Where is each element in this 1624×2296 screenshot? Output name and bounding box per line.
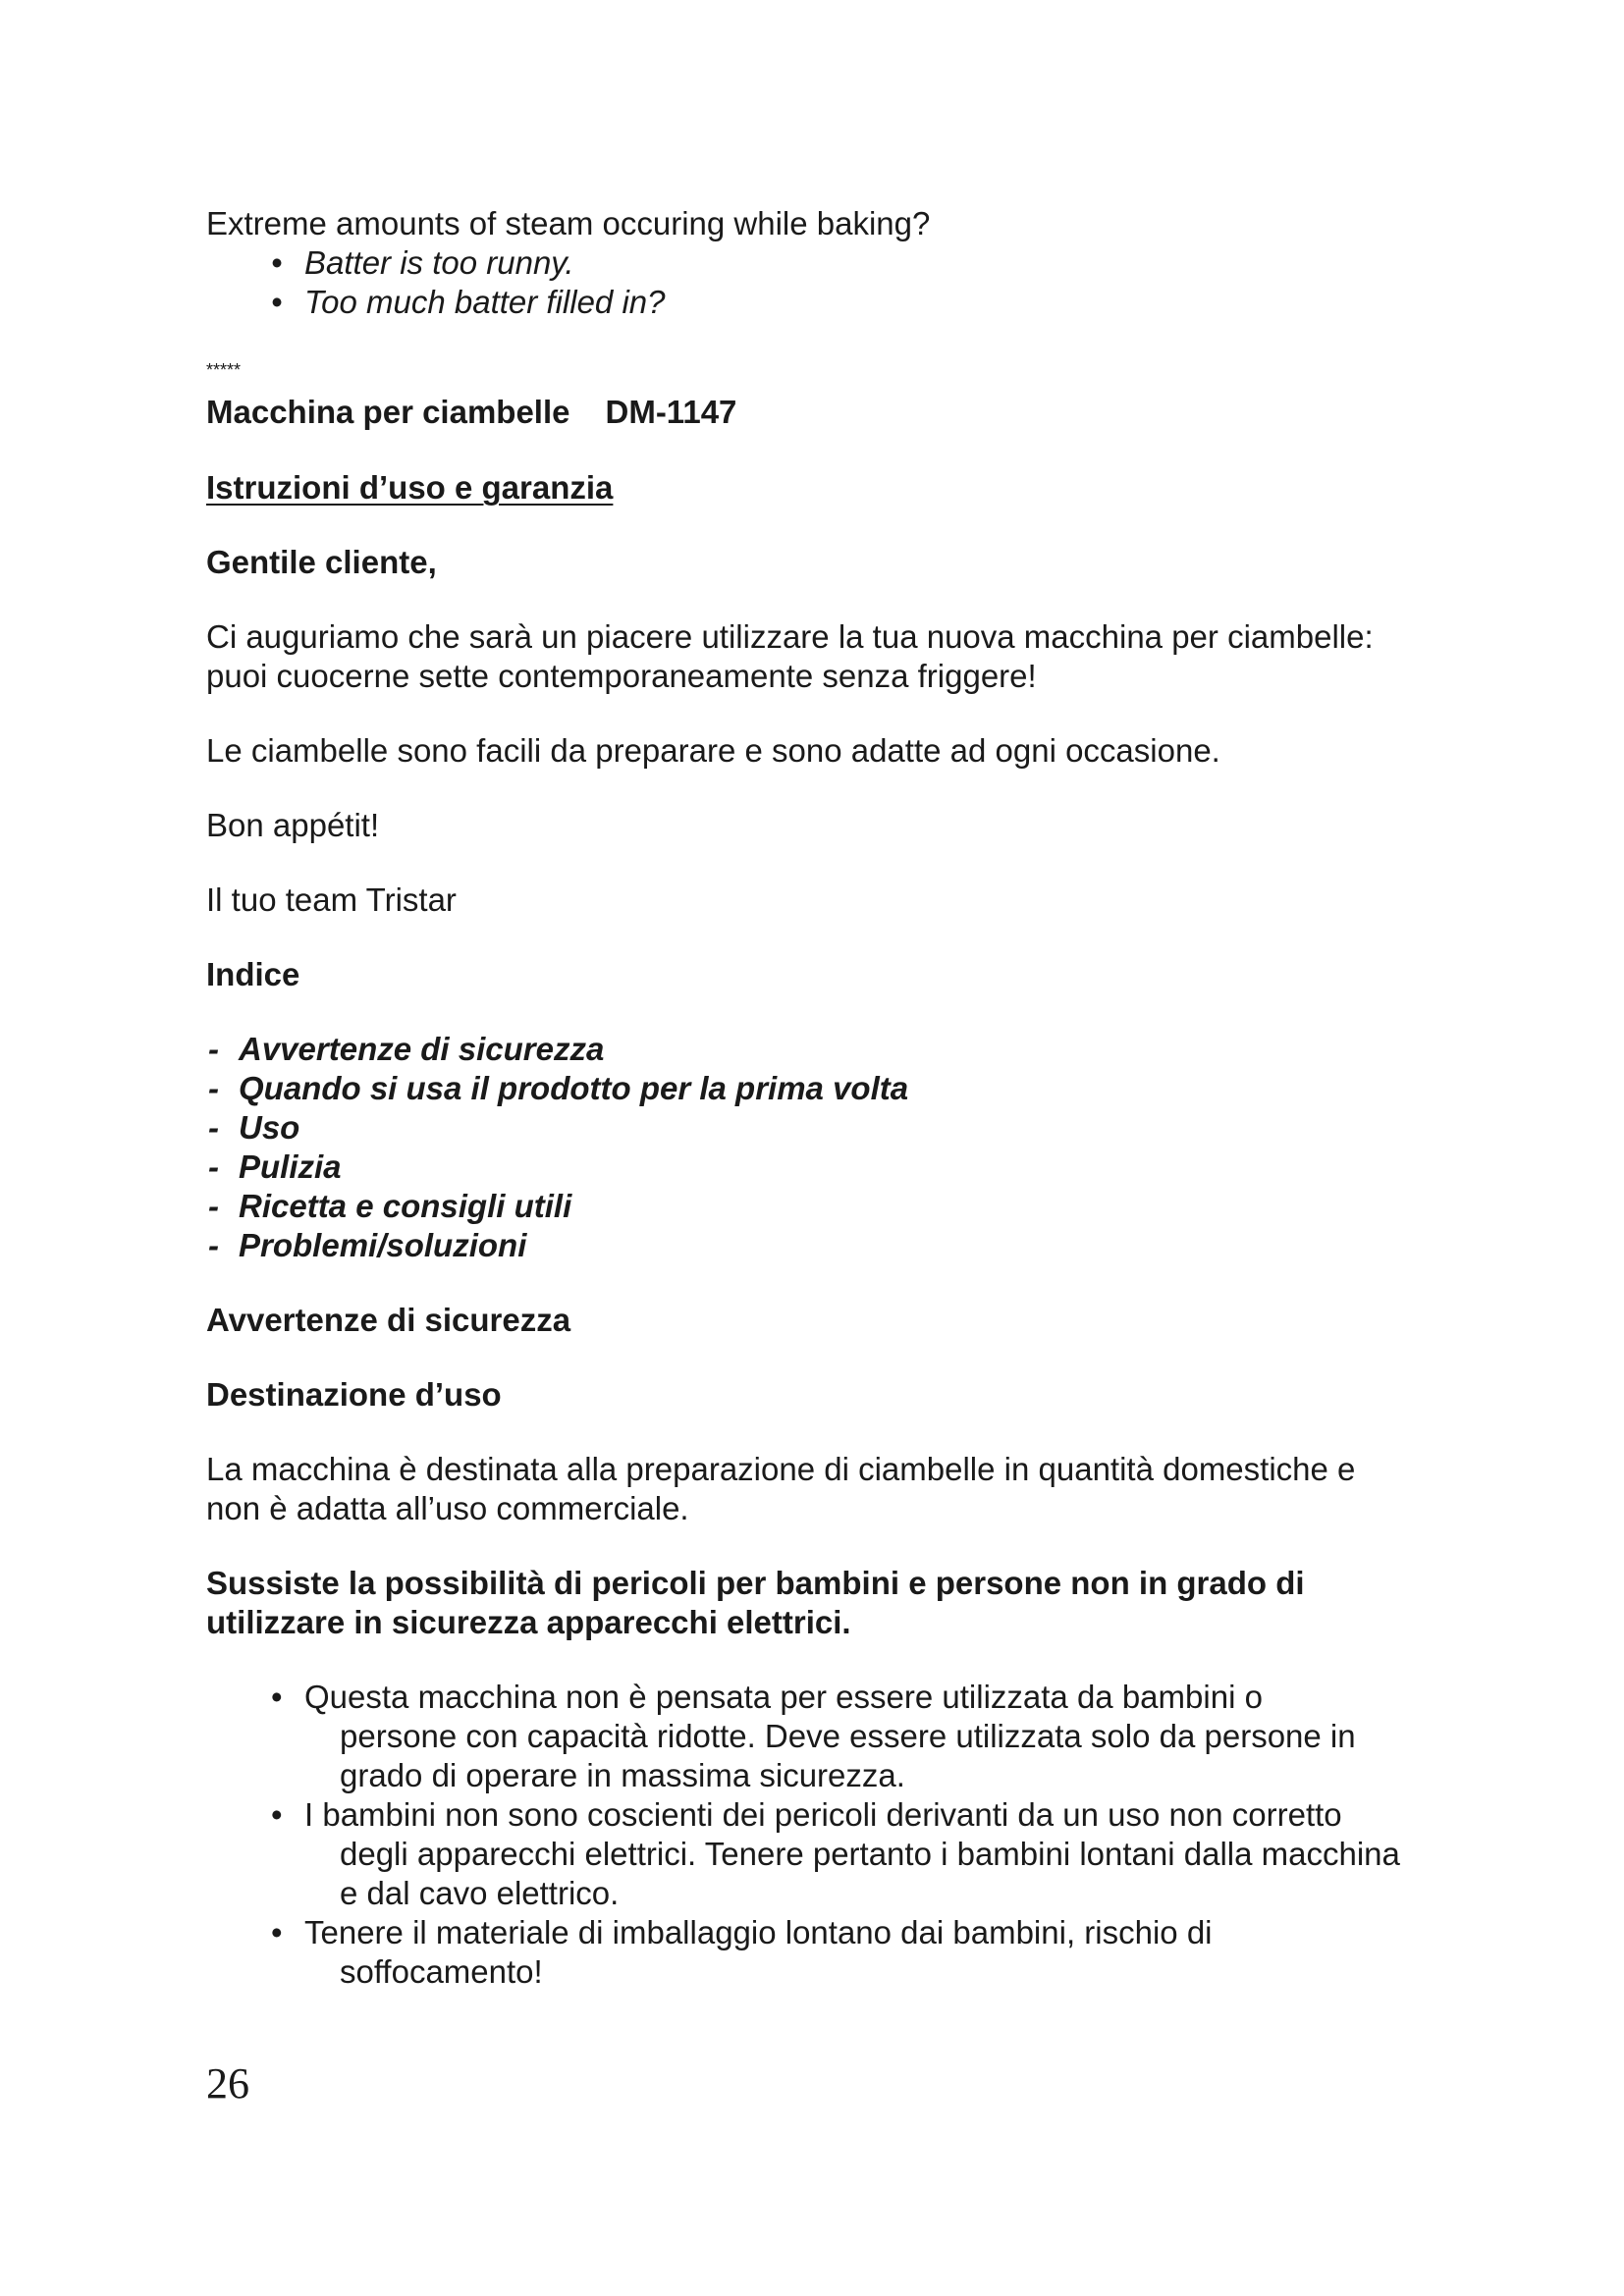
index-item-label: Problemi/soluzioni [239, 1227, 527, 1263]
list-item [206, 283, 1443, 322]
bullet-icon: • [271, 1679, 283, 1715]
bullet-continuation: degli apparecchi elettrici. Tenere pertanto i bambini lontani dalla macchina [340, 1836, 1400, 1872]
index-item-label: Quando si usa il prodotto per la prima volta [239, 1070, 909, 1106]
list-item [206, 243, 1443, 283]
bullet-icon: • [271, 244, 283, 281]
section-separator: ***** [206, 360, 242, 380]
intended-use-heading: Destinazione d’uso [206, 1376, 502, 1413]
bullet-first-line: Tenere il materiale di imballaggio lontano dai bambini, rischio di [304, 1914, 1213, 1950]
dash-icon: - [208, 1070, 219, 1106]
greeting: Gentile cliente, [206, 544, 437, 580]
steam-causes-list [206, 243, 1443, 322]
list-item [206, 1913, 1443, 1992]
index-list [206, 1030, 1443, 1265]
dash-icon: - [208, 1109, 219, 1146]
dash-icon: - [208, 1148, 219, 1185]
easy-paragraph: Le ciambelle sono facili da preparare e sono adatte ad ogni occasione. [206, 732, 1220, 769]
dash-icon: - [208, 1227, 219, 1263]
index-item [206, 1148, 1443, 1187]
steam-question: Extreme amounts of steam occuring while baking? [206, 205, 931, 241]
safety-heading: Avvertenze di sicurezza [206, 1302, 571, 1338]
index-item-label: Uso [239, 1109, 300, 1146]
warning-line: utilizzare in sicurezza apparecchi elettrici. [206, 1604, 851, 1640]
index-item [206, 1187, 1443, 1226]
intro-line: Ci auguriamo che sarà un piacere utilizzare la tua nuova macchina per ciambelle: [206, 618, 1374, 655]
bullet-first-line: Questa macchina non è pensata per essere utilizzata da bambini o [304, 1679, 1263, 1715]
bullet-icon: • [271, 1914, 283, 1950]
bon-appetit: Bon appétit! [206, 807, 380, 843]
bullet-continuation: persone con capacità ridotte. Deve essere utilizzata solo da persone in [340, 1718, 1356, 1754]
signature: Il tuo team Tristar [206, 881, 457, 918]
warning-line: Sussiste la possibilità di pericoli per bambini e persone non in grado di [206, 1565, 1305, 1601]
intro-line: puoi cuocerne sette contemporaneamente senza friggere! [206, 658, 1037, 694]
bullet-continuation: e dal cavo elettrico. [340, 1875, 620, 1911]
index-item-label: Pulizia [239, 1148, 342, 1185]
index-item [206, 1108, 1443, 1148]
intended-use-line: La macchina è destinata alla preparazione di ciambelle in quantità domestiche e [206, 1451, 1356, 1487]
steam-cause-text: Too much batter filled in? [304, 284, 666, 320]
intro-paragraph [206, 617, 1443, 696]
index-item [206, 1069, 1443, 1108]
dash-icon: - [208, 1031, 219, 1067]
bullet-first-line: I bambini non sono coscienti dei pericoli derivanti da un uso non corretto [304, 1796, 1342, 1833]
index-item [206, 1226, 1443, 1265]
index-item-label: Ricetta e consigli utili [239, 1188, 572, 1224]
index-item [206, 1030, 1443, 1069]
document-page [206, 204, 1443, 1992]
bullet-continuation: grado di operare in massima sicurezza. [340, 1757, 905, 1793]
bullet-icon: • [271, 1796, 283, 1833]
intended-use-paragraph [206, 1450, 1443, 1528]
page-number: 26 [206, 2059, 249, 2108]
warning-paragraph [206, 1564, 1443, 1642]
steam-cause-text: Batter is too runny. [304, 244, 574, 281]
product-model: DM-1147 [605, 394, 737, 430]
product-name: Macchina per ciambelle [206, 394, 570, 430]
index-item-label: Avvertenze di sicurezza [239, 1031, 605, 1067]
intended-use-line: non è adatta all’uso commerciale. [206, 1490, 689, 1526]
list-item [206, 1795, 1443, 1913]
list-item [206, 1678, 1443, 1795]
index-heading: Indice [206, 956, 300, 992]
dash-icon: - [208, 1188, 219, 1224]
bullet-continuation: soffocamento! [340, 1953, 543, 1990]
subtitle: Istruzioni d’uso e garanzia [206, 469, 614, 506]
product-title [206, 393, 1443, 432]
safety-bullets [206, 1678, 1443, 1992]
bullet-icon: • [271, 284, 283, 320]
